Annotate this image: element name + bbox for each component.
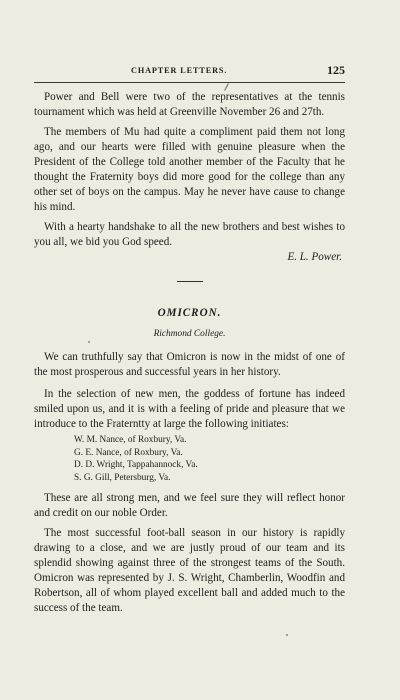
page-content (34, 90, 345, 616)
mu-paragraph-3: With a hearty handshake to all the new brothers and best wishes to you all, we bid you God speed. (34, 221, 345, 248)
page-number: 125 (327, 63, 345, 77)
section-subtitle: Richmond College. (153, 329, 226, 339)
omicron-paragraph-4: The most successful foot-ball season in our history is rapidly drawing to a close, and we are justly proud of our team and its splendid showing against three of the strongest teams of the South. Omicron was represented by J. S. Wright, Chamberlin, Woodfin and Robertson, all of whom played excellent ball and added much to the success of the team. (34, 527, 345, 614)
initiates-list (74, 434, 345, 484)
omicron-paragraph-2: In the selection of new men, the goddess of fortune has indeed smiled upon us, and it is with a feeling of pride and pleasure that we introduce to the Fraterntty at large the following initiates: (34, 388, 345, 430)
paper-speck (88, 341, 90, 343)
initiate-item: D. D. Wright, Tappahannock, Va. (74, 460, 198, 470)
section-title: OMICRON. (157, 307, 222, 319)
initiate-item: G. E. Nance, of Roxbury, Va. (74, 447, 183, 458)
mu-paragraph-2: The members of Mu had quite a compliment paid them not long ago, and our hearts were filled with genuine pleasure when the President of the College told another member of the Faculty that he thought the Fraternity boys did more good for the college than any other set of boys on the campus. May he never have cause to change his mind. (34, 126, 345, 213)
paper-speck (286, 634, 288, 636)
omicron-paragraph-1: We can truthfully say that Omicron is now in the midst of one of the most prosperous and successful years in her history. (34, 351, 345, 378)
omicron-paragraph-3: These are all strong men, and we feel sure they will reflect honor and credit on our noble Order. (34, 492, 345, 519)
section-divider (177, 281, 203, 282)
signature: E. L. Power. (287, 251, 342, 263)
initiate-item: S. G. Gill, Petersburg, Va. (74, 472, 171, 483)
mu-paragraph-1: Power and Bell were two of the representatives at the tennis tournament which was held at Greenville November 26 and 27th. (34, 91, 345, 118)
initiate-item: W. M. Nance, of Roxbury, Va. (74, 435, 187, 445)
page-header (34, 62, 345, 83)
running-head: CHAPTER LETTERS. (131, 66, 228, 75)
